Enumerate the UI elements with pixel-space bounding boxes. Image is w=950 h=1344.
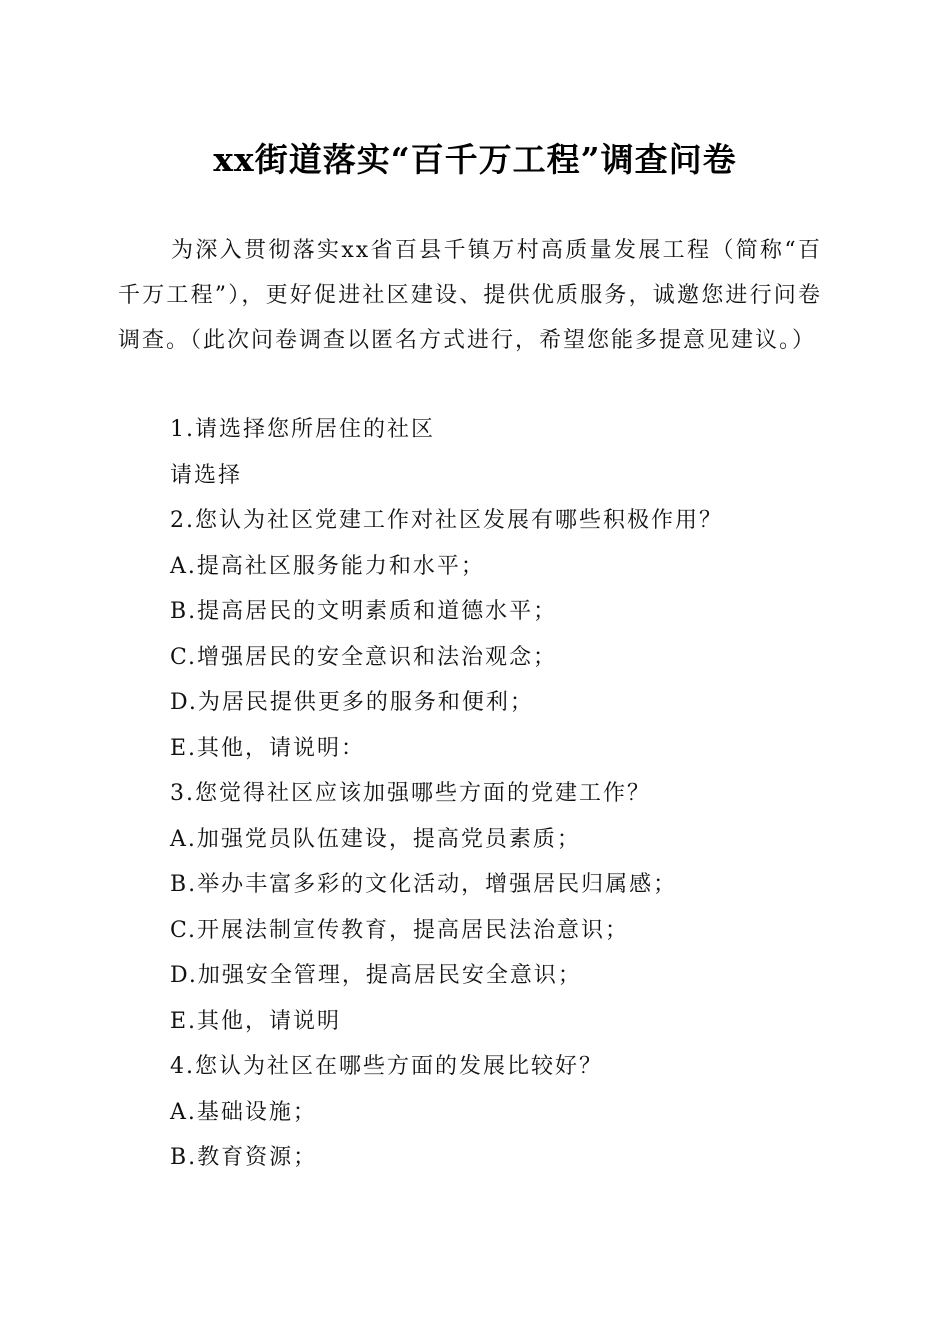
question-3-option-a: A.加强党员队伍建设，提高党员素质； bbox=[170, 826, 581, 852]
question-4-option-a: A.基础设施； bbox=[170, 1099, 317, 1125]
question-1-prompt: 1.请选择您所居住的社区 bbox=[170, 417, 435, 442]
question-list bbox=[170, 407, 820, 1181]
question-1-select-placeholder: 请选择 bbox=[170, 462, 243, 488]
question-2-option-c: C.增强居民的安全意识和法治观念； bbox=[170, 644, 558, 670]
question-3-prompt: 3.您觉得社区应该加强哪些方面的党建工作？ bbox=[170, 781, 651, 806]
question-3-option-c: C.开展法制宣传教育，提高居民法治意识； bbox=[170, 917, 630, 943]
question-3-option-b: B.举办丰富多彩的文化活动，增强居民归属感； bbox=[170, 872, 678, 897]
document-title: xx街道落实“百千万工程”调查问卷 bbox=[213, 140, 737, 179]
question-3-option-d: D.加强安全管理，提高居民安全意识； bbox=[170, 963, 582, 988]
question-2-prompt: 2.您认为社区党建工作对社区发展有哪些积极作用？ bbox=[170, 508, 723, 533]
question-4-option-b: B.教育资源； bbox=[170, 1145, 318, 1170]
question-2-option-a: A.提高社区服务能力和水平； bbox=[170, 553, 485, 579]
question-4-prompt: 4.您认为社区在哪些方面的发展比较好？ bbox=[170, 1054, 603, 1079]
question-2-option-e: E.其他，请说明： bbox=[170, 735, 366, 761]
question-3-option-e: E.其他，请说明 bbox=[170, 1008, 342, 1034]
question-2-option-d: D.为居民提供更多的服务和便利； bbox=[170, 690, 534, 715]
intro-paragraph: 为深入贯彻落实xx省百县千镇万村高质量发展工程（简称“百千万工程”），更好促进社区建设、提供优质服务，诚邀您进行问卷调查。（此次问卷调查以匿名方式进行，希望您能多提意见建议。） bbox=[118, 238, 822, 353]
question-2-option-b: B.提高居民的文明素质和道德水平； bbox=[170, 599, 558, 624]
